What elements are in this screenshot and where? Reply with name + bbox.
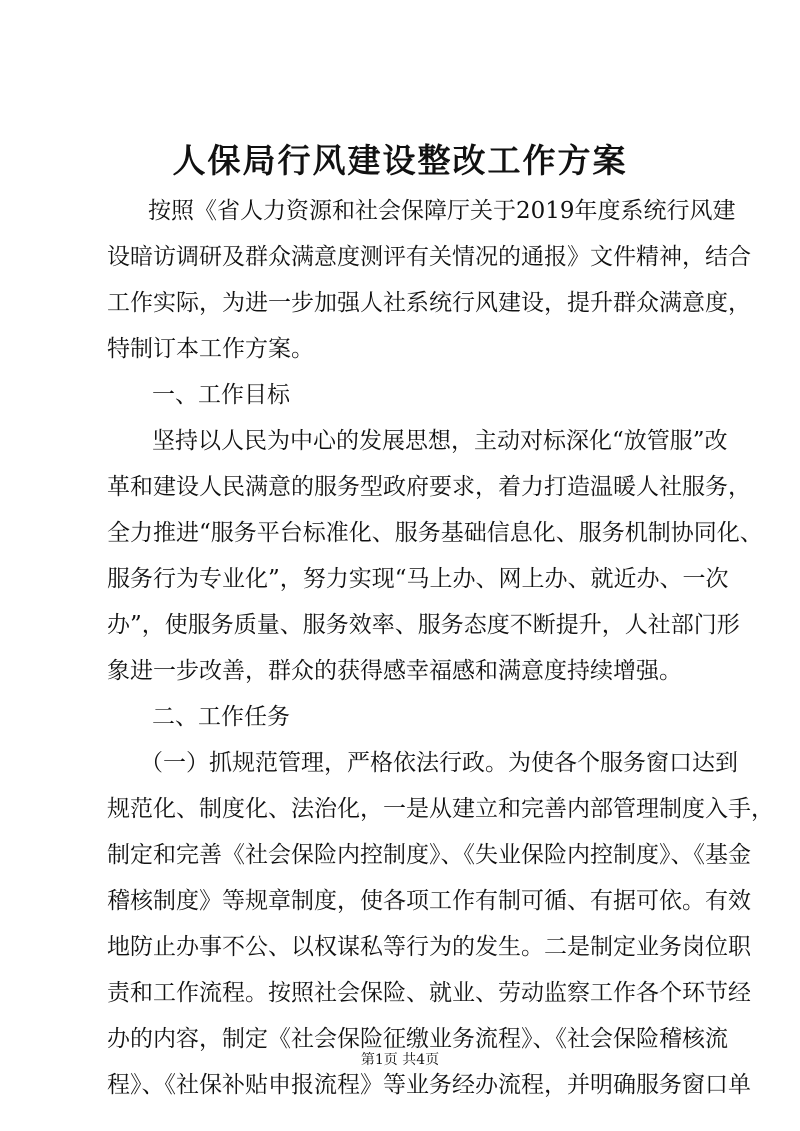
- section-heading: 一、工作目标: [152, 382, 290, 408]
- paragraph-line: 地防止办事不公、以权谋私等行为的发生。二是制定业务岗位职: [107, 934, 751, 960]
- paragraph-line: 规范化、制度化、法治化，一是从建立和完善内部管理制度入手，: [107, 796, 774, 822]
- paragraph-line: 特制订本工作方案。: [107, 336, 314, 362]
- paragraph-line: 按照《省人力资源和社会保障厅关于2019年度系统行风建: [148, 198, 736, 224]
- paragraph-line: 程》、《社保补贴申报流程》等业务经办流程，并明确服务窗口单: [107, 1072, 751, 1098]
- paragraph-line: 工作实际，为进一步加强人社系统行风建设，提升群众满意度，: [107, 290, 751, 316]
- paragraph-line: 坚持以人民为中心的发展思想，主动对标深化“放管服”改: [152, 428, 728, 454]
- paragraph-line: 稽核制度》等规章制度，使各项工作有制可循、有据可依。有效: [107, 888, 751, 914]
- paragraph-line: 制定和完善《社会保险内控制度》、《失业保险内控制度》、《基金: [107, 842, 751, 868]
- section-heading: 二、工作任务: [152, 704, 290, 730]
- paragraph-line: 全力推进“服务平台标准化、服务基础信息化、服务机制协同化、: [107, 520, 763, 546]
- paragraph-line: 办的内容，制定《社会保险征缴业务流程》、《社会保险稽核流: [107, 1026, 728, 1052]
- paragraph-line: 设暗访调研及群众满意度测评有关情况的通报》文件精神，结合: [107, 244, 751, 270]
- paragraph-line: 办”，使服务质量、服务效率、服务态度不断提升，人社部门形: [107, 612, 740, 638]
- document-title: 人保局行风建设整改工作方案: [172, 141, 628, 180]
- paragraph-line: 责和工作流程。按照社会保险、就业、劳动监察工作各个环节经: [107, 980, 751, 1006]
- paragraph-line: 革和建设人民满意的服务型政府要求，着力打造温暖人社服务，: [107, 474, 751, 500]
- paragraph-line: 服务行为专业化”，努力实现“马上办、网上办、就近办、一次: [107, 566, 729, 592]
- paragraph-line: 象进一步改善，群众的获得感幸福感和满意度持续增强。: [107, 658, 682, 684]
- paragraph-line: （一）抓规范管理，严格依法行政。为使各个服务窗口达到: [140, 750, 738, 776]
- page-footer: 第1页 共4页: [360, 1052, 440, 1068]
